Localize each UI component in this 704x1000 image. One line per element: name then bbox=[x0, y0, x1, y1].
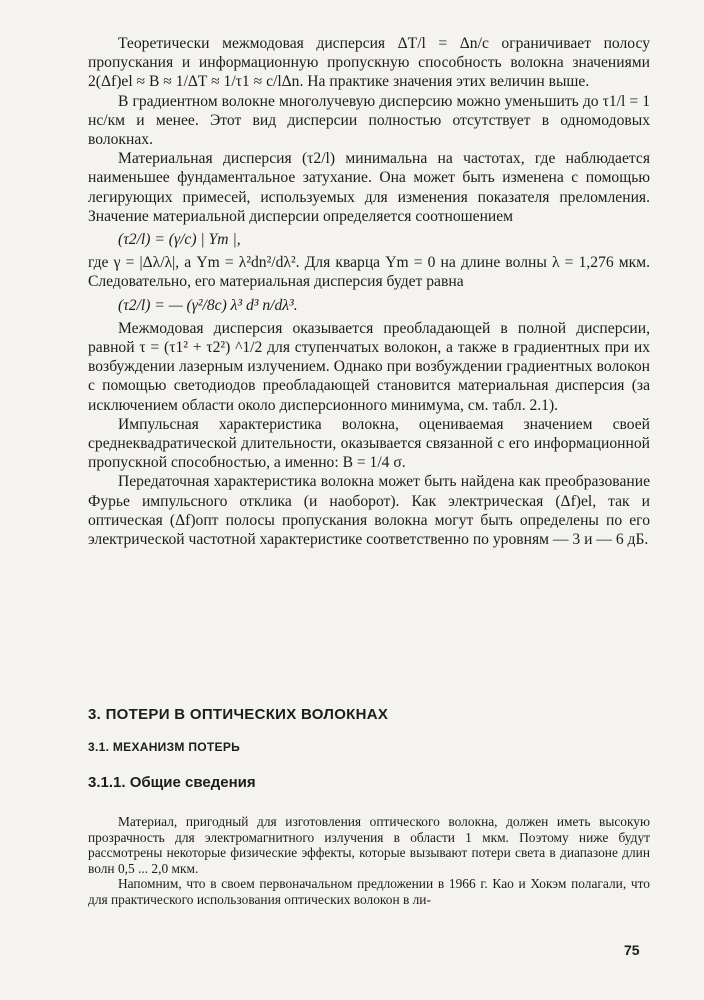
paragraph-impulse-response: Импульсная характеристика волокна, оцениваемая значением своей среднеквадратической длительности, оказывается связанной с его информационной пропускной способностью, а именно: B = 1/4 σ. bbox=[88, 415, 650, 472]
paragraph-graded-fiber: В градиентном волокне многолучевую дисперсию можно уменьшить до τ1/l = 1 нс/км и менее. Этот вид дисперсии полностью отсутствует в одномодовых волокнах. bbox=[88, 92, 650, 149]
page-number: 75 bbox=[624, 942, 640, 958]
paragraph-gamma-definition: где γ = |Δλ/λ|, а Ym = λ²dn²/dλ². Для кварца Ym = 0 на длине волны λ = 1,276 мкм. Следовательно, его материальная дисперсия будет равна bbox=[88, 254, 650, 291]
paragraph-intermodal-dispersion: Теоретически межмодовая дисперсия ΔT/l = Δn/c ограничивает полосу пропускания и информационную пропускную способность волокна значениями 2(Δf)el ≈ B ≈ 1/ΔT ≈ 1/τ1 ≈ c/lΔn. На практике значения этих величин выше. bbox=[88, 35, 650, 91]
small-text-block bbox=[88, 814, 650, 908]
subsection-heading: 3.1. МЕХАНИЗМ ПОТЕРЬ bbox=[88, 740, 241, 754]
main-text-block bbox=[88, 34, 650, 549]
paragraph-kao-hockham: Напомним, что в своем первоначальном предложении в 1966 г. Као и Хокэм полагали, что для практического использования оптических волокон в ли- bbox=[88, 876, 650, 907]
paragraph-material-dispersion: Материальная дисперсия (τ2/l) минимальна на частотах, где наблюдается наименьшее фундаментальное затухание. Она может быть изменена с помощью легирующих примесей, используемых для изменения показателя преломления. Значение материальной дисперсии определяется соотношением bbox=[88, 150, 650, 225]
section-heading: 3. ПОТЕРИ В ОПТИЧЕСКИХ ВОЛОКНАХ bbox=[88, 706, 389, 723]
formula-material-dispersion: (τ2/l) = (γ/c) | Ym |, bbox=[118, 231, 241, 249]
formula-quartz-dispersion: (τ2/l) = — (γ²/8c) λ³ d³ n/dλ³. bbox=[118, 296, 298, 314]
paragraph-total-dispersion: Межмодовая дисперсия оказывается преобладающей в полной дисперсии, равной τ = (τ1² + τ2²) ^1/2 для ступенчатых волокон, а также в градиентных при их возбуждении лазерным излучением. Однако при возбуждении градиентных волокон с помощью светодиодов преобладающей становится материальная дисперсия (за исключением области около дисперсионного минимума, см. табл. 2.1). bbox=[88, 319, 650, 414]
paragraph-material-requirements: Материал, пригодный для изготовления оптического волокна, должен иметь высокую прозрачность для электромагнитного излучения в области 1 мкм. Поэтому ниже будут рассмотрены некоторые физические эффекты, которые вызывают потери света в диапазоне длин волн 0,5 ... 2,0 мкм. bbox=[88, 814, 650, 876]
paragraph-transfer-function: Передаточная характеристика волокна может быть найдена как преобразование Фурье импульсного отклика (и наоборот). Как электрическая (Δf)el, так и оптическая (Δf)опт полосы пропускания волокна могут быть определены по его электрической частотной характеристике соответственно по уровням — 3 и — 6 дБ. bbox=[88, 473, 650, 549]
subsubsection-heading: 3.1.1. Общие сведения bbox=[88, 774, 256, 791]
